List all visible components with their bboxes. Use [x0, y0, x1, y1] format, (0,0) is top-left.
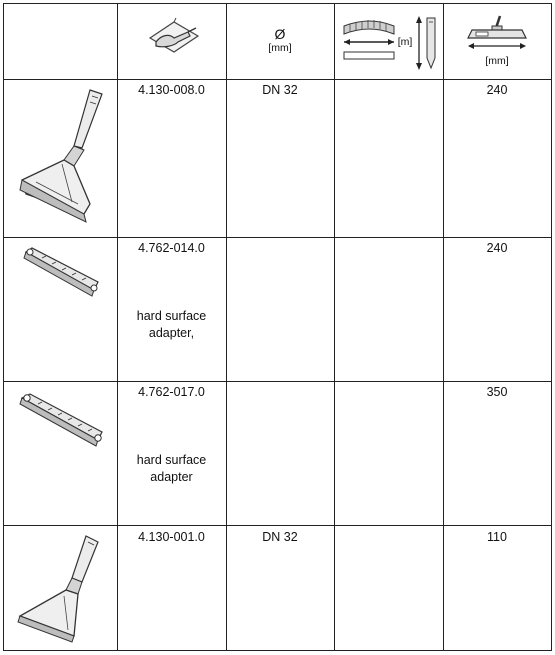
part-number: 4.762-017.0: [138, 385, 205, 399]
description-line: adapter,: [148, 326, 195, 340]
part-number: 4.762-014.0: [138, 241, 205, 255]
table-column-divider: [226, 3, 227, 651]
order-number-hand-icon: [144, 14, 204, 56]
tube-length-icon: [413, 12, 441, 74]
description-line: hard surface: [136, 309, 207, 323]
width-unit: [mm]: [485, 55, 509, 67]
length-unit: [m]: [397, 36, 413, 48]
table-row-divider: [3, 381, 552, 382]
working-width-value: 350: [486, 385, 508, 399]
table-border-top: [3, 3, 552, 4]
working-width-value: 240: [486, 83, 508, 97]
upholstery-nozzle-image: [14, 532, 108, 648]
floor-nozzle-image: [12, 84, 108, 234]
table-border-bottom: [3, 650, 552, 651]
table-row-divider: [3, 79, 552, 80]
table-border-right: [551, 3, 552, 651]
description-line: hard surface: [136, 453, 207, 467]
working-width-value: 110: [487, 530, 507, 544]
part-number: 4.130-008.0: [138, 83, 205, 97]
hard-surface-adapter-image: [14, 388, 108, 454]
table-border-left: [3, 3, 4, 651]
working-width-value: 240: [486, 241, 508, 255]
diameter-value: DN 32: [262, 83, 298, 97]
table-column-divider: [443, 3, 444, 651]
table-column-divider: [334, 3, 335, 651]
part-number: 4.130-001.0: [138, 530, 205, 544]
table-row-divider: [3, 525, 552, 526]
diameter-value: DN 32: [262, 530, 298, 544]
hard-surface-adapter-image: [18, 242, 104, 302]
diameter-symbol: Ø: [274, 26, 286, 42]
description-line: adapter: [150, 470, 193, 484]
diameter-unit: [mm]: [268, 42, 292, 54]
hose-length-icon: [340, 16, 398, 64]
table-row-divider: [3, 237, 552, 238]
working-width-icon: [466, 14, 528, 54]
